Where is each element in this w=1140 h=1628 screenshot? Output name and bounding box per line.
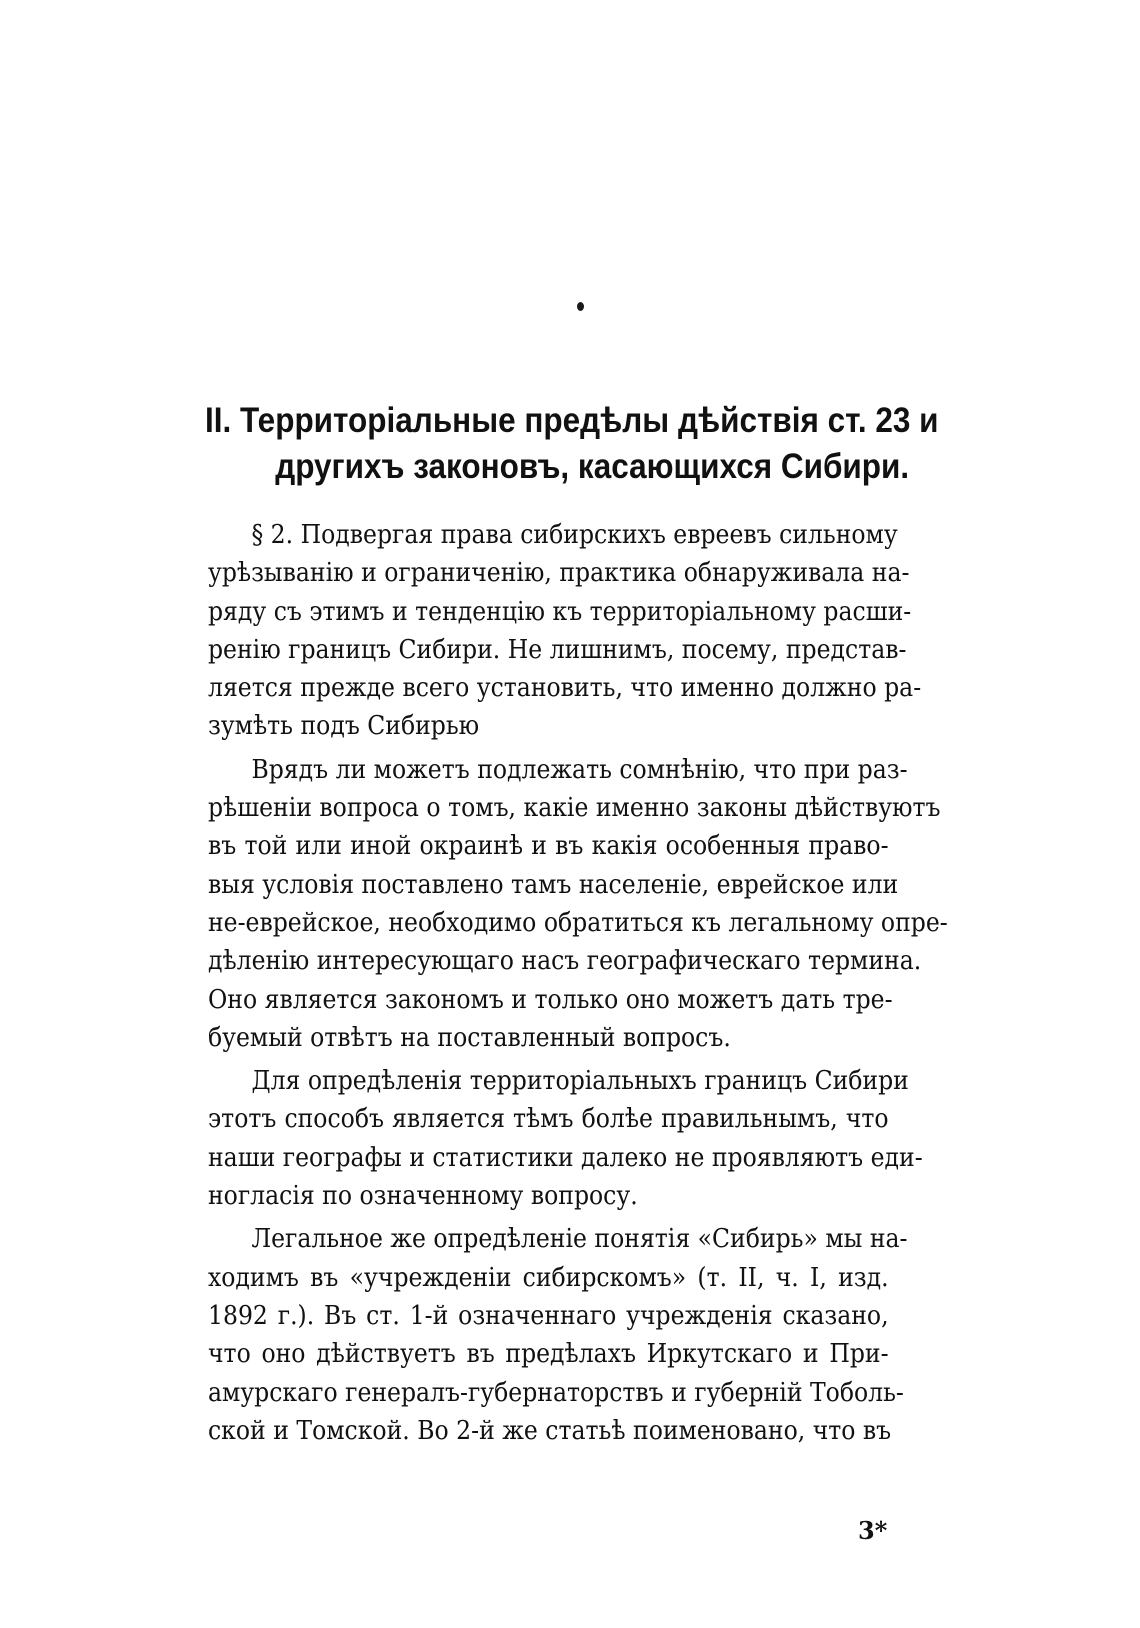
text-line: ренію границъ Сибири. Не лишнимъ, посему, представ- — [208, 634, 907, 665]
paragraph-3 — [208, 1062, 923, 1215]
text-line: зумѣть подъ Сибирью — [208, 711, 480, 742]
text-line: ской и Томской. Во 2-й же статьѣ поименовано, что въ — [208, 1415, 892, 1446]
paragraph-2 — [208, 751, 948, 1057]
text-line: дѣленію интересующаго насъ географическаго термина. — [208, 946, 922, 977]
text-line: Для опредѣленія территоріальныхъ границъ Сибири — [251, 1066, 909, 1097]
text-line: Оно является закономъ и только оно можетъ дать тре- — [208, 984, 893, 1015]
text-line: выя условія поставлено тамъ населеніе, еврейское или — [208, 869, 899, 900]
ink-dot-mark — [577, 302, 584, 311]
text-line: не-еврейское, необходимо обратиться къ легальному опре- — [208, 907, 948, 938]
text-line: буемый отвѣтъ на поставленный вопросъ. — [208, 1022, 731, 1053]
text-line: ходимъ въ «учрежденіи сибирскомъ» (т. II, ч. I, изд. — [208, 1262, 889, 1293]
text-line: Легальное же опредѣленіе понятія «Сибирь» мы на- — [251, 1224, 908, 1255]
text-line: въ той или иной окраинѣ и въ какія особенныя право- — [208, 831, 889, 862]
text-line: ногласія по означенному вопросу. — [208, 1181, 638, 1212]
paragraph-1 — [208, 516, 922, 746]
text-line: Врядъ ли можетъ подлежать сомнѣнію, что при раз- — [251, 754, 908, 785]
text-line: рѣшеніи вопроса о томъ, какіе именно законы дѣйствуютъ — [208, 793, 941, 824]
text-line: ряду съ этимъ и тенденцію къ территоріальному расши- — [208, 596, 912, 627]
text-line: урѣзыванію и ограниченію, практика обнаруживала на- — [208, 558, 910, 589]
section-heading-line-2: другихъ законовъ, касающихся Сибири. — [275, 447, 910, 486]
text-line: наши географы и статистики далеко не проявляютъ еди- — [208, 1142, 923, 1173]
section-heading — [205, 398, 939, 490]
body-text — [208, 516, 948, 1455]
text-line: 1892 г.). Въ ст. 1-й означеннаго учрежденія сказано, — [208, 1300, 889, 1331]
text-line: ляется прежде всего установить, что именно должно ра- — [208, 673, 922, 704]
section-heading-line-1: II. Территоріальные предѣлы дѣйствія ст. 23 и — [205, 401, 939, 440]
page-number: 3* — [858, 1516, 888, 1545]
text-line: § 2. Подвергая права сибирскихъ евреевъ сильному — [251, 520, 898, 550]
text-line: этотъ способъ является тѣмъ болѣе правильнымъ, что — [208, 1104, 889, 1135]
text-line: амурскаго генералъ-губернаторствъ и губерній Тоболь- — [208, 1377, 904, 1408]
text-line: что оно дѣйствуетъ въ предѣлахъ Иркутскаго и При- — [208, 1339, 889, 1370]
paragraph-4 — [208, 1220, 908, 1450]
